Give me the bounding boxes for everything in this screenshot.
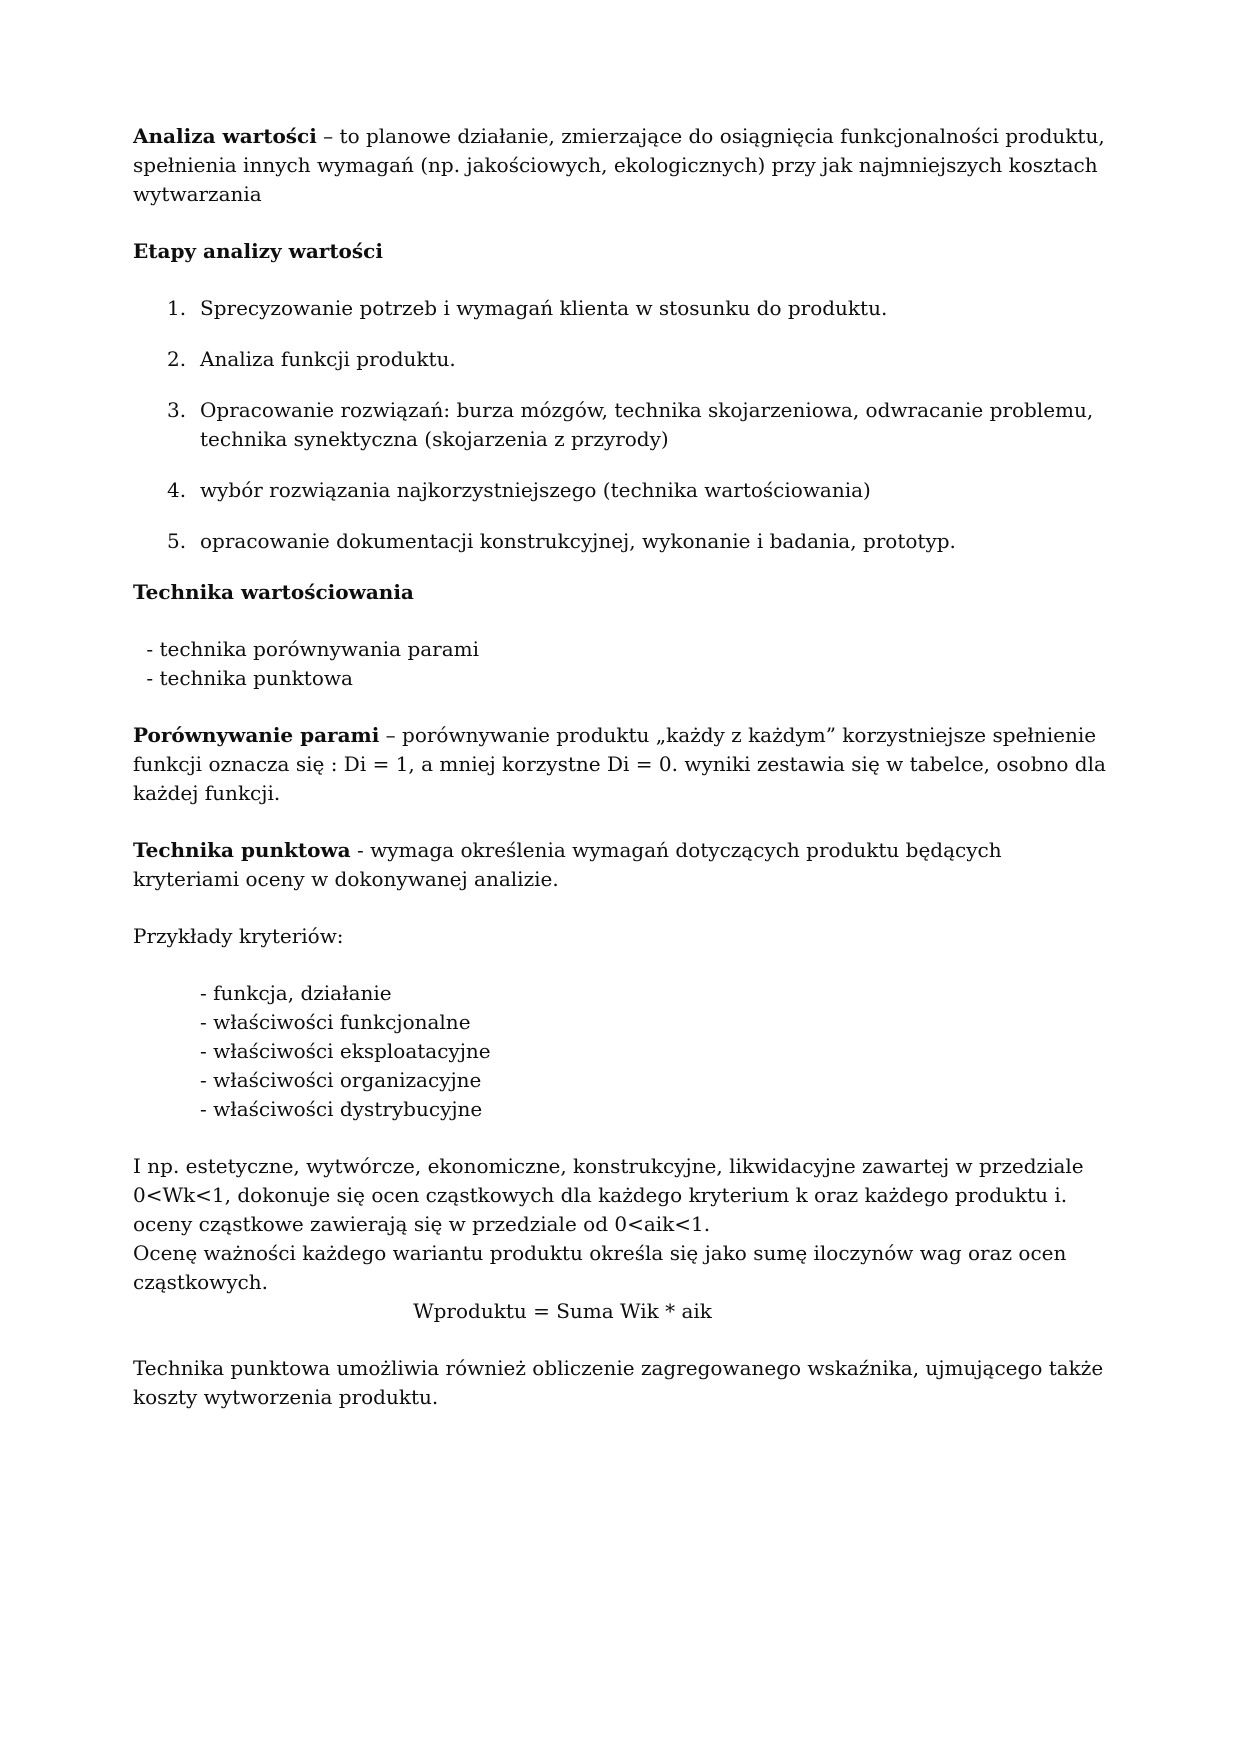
final-text-line: Ocenę ważności każdego wariantu produktu określa się jako sumę iloczynów wag oraz ocen cząstkowych.: [133, 1241, 1067, 1294]
list-item: [167, 345, 1112, 374]
list-item: [167, 294, 1112, 323]
list-item-text: wybór rozwiązania najkorzystniejszego (technika wartościowania): [200, 478, 871, 502]
list-item-text: Sprecyzowanie potrzeb i wymagań klienta w stosunku do produktu.: [200, 296, 888, 320]
etapy-numbered-list: [167, 294, 1112, 556]
intro-paragraph: [133, 122, 1112, 209]
porownywanie-paragraph: [133, 721, 1112, 808]
list-item-text: Opracowanie rozwiązań: burza mózgów, technika skojarzeniowa, odwracanie problemu, technika synektyczna (skojarzenia z przyrody): [200, 398, 1094, 451]
kryteria-dash-list: [200, 979, 1112, 1124]
list-item-number: 4.: [167, 478, 187, 502]
list-item-text: Analiza funkcji produktu.: [200, 347, 456, 371]
intro-bold-lead: Analiza wartości: [133, 124, 317, 148]
final-text-line: I np. estetyczne, wytwórcze, ekonomiczne, konstrukcyjne, likwidacyjne zawartej w przedziale 0<Wk<1, dokonuje się ocen cząstkowych dla każdego kryterium k oraz każdego produktu i. oceny cząstkowe zawierają się w przedziale od 0<aik<1.: [133, 1154, 1084, 1236]
list-item: [167, 527, 1112, 556]
dash-list-item: - technika punktowa: [140, 666, 353, 690]
porownywanie-text: – porównywanie produktu „każdy z każdym” korzystniejsze spełnienie funkcji oznacza się : Di = 1, a mniej korzystne Di = 0. wyniki zestawia się w tabelce, osobno dla każdej funkcji.: [133, 723, 1106, 805]
heading-technika-wartosciowania: Technika wartościowania: [133, 580, 414, 604]
formula-line: Wproduktu = Suma Wik * aik: [413, 1299, 712, 1323]
list-item-number: 5.: [167, 529, 187, 553]
list-item-number: 2.: [167, 347, 187, 371]
kryteria-intro: Przykłady kryteriów:: [133, 924, 344, 948]
porownywanie-bold-lead: Porównywanie parami: [133, 723, 380, 747]
punktowa-paragraph: [133, 836, 1112, 894]
closing-paragraph: Technika punktowa umożliwia również obliczenie zagregowanego wskaźnika, ujmującego także koszty wytworzenia produktu.: [133, 1356, 1104, 1409]
list-item-number: 3.: [167, 398, 187, 422]
dash-list-item: - funkcja, działanie: [200, 981, 392, 1005]
dash-list-item: - właściwości funkcjonalne: [200, 1010, 471, 1034]
list-item-text: opracowanie dokumentacji konstrukcyjnej, wykonanie i badania, prototyp.: [200, 529, 956, 553]
technika-dash-list: [140, 635, 1112, 693]
list-item-number: 1.: [167, 296, 187, 320]
dash-list-item: - właściwości dystrybucyjne: [200, 1097, 483, 1121]
punktowa-text: - wymaga określenia wymagań dotyczących produktu będących kryteriami oceny w dokonywanej analizie.: [133, 838, 1002, 891]
final-paragraph-block: [133, 1152, 1112, 1326]
dash-list-item: - technika porównywania parami: [140, 637, 480, 661]
dash-list-item: - właściwości eksploatacyjne: [200, 1039, 491, 1063]
punktowa-bold-lead: Technika punktowa: [133, 838, 351, 862]
list-item: [167, 476, 1112, 505]
dash-list-item: - właściwości organizacyjne: [200, 1068, 482, 1092]
list-item: [167, 396, 1112, 454]
heading-etapy-analizy: Etapy analizy wartości: [133, 239, 383, 263]
intro-text: – to planowe działanie, zmierzające do osiągnięcia funkcjonalności produktu, spełnienia innych wymagań (np. jakościowych, ekologicznych) przy jak najmniejszych kosztach wytwarzania: [133, 124, 1105, 206]
